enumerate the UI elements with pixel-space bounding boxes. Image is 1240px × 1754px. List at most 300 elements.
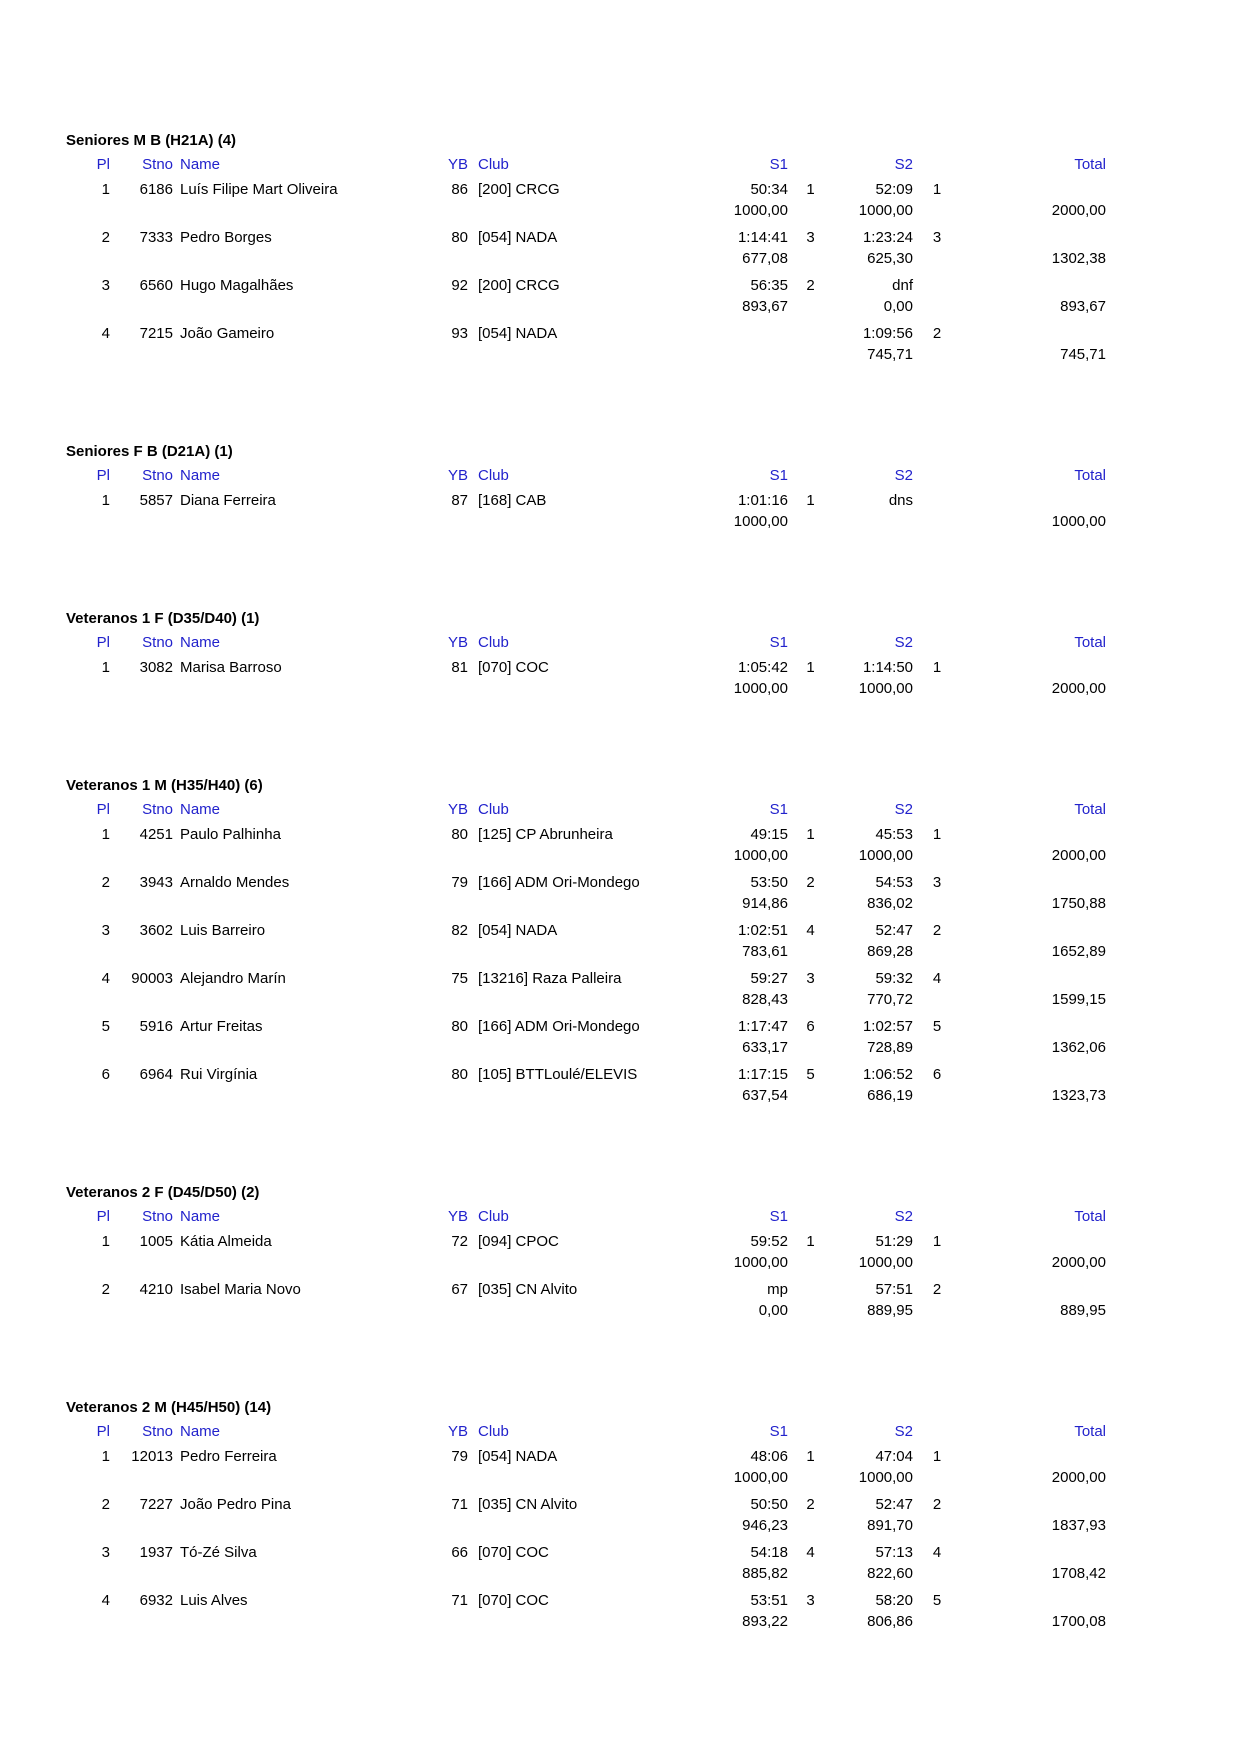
cell-s1-position: 2 [806,1496,815,1513]
row-times-line [66,872,1200,893]
cell-s1-position [788,1279,833,1300]
table-row [66,872,1200,914]
section-title: Veteranos 2 M (H45/H50) (14) [66,1399,272,1416]
column-header-yb: YB [447,1423,468,1440]
cell-club: [054] NADA [478,922,558,939]
row-points-line [66,989,1200,1010]
cell-s1-position: 1 [806,826,815,843]
cell-s2-time: 52:09 [875,181,913,198]
cell-s1-position: 3 [806,229,815,246]
section-title: Seniores F B (D21A) (1) [66,443,233,460]
cell-club: [094] CPOC [478,1233,559,1250]
row-times-line [66,1016,1200,1037]
section-title: Veteranos 1 M (H35/H40) (6) [66,777,263,794]
table-row [66,1446,1200,1488]
cell-s1-time: 59:27 [750,970,788,987]
table-row [66,227,1200,269]
cell-total-spacer [961,1494,1106,1515]
column-header-stno: Stno [142,467,173,484]
cell-s1-time: 56:35 [750,277,788,294]
cell-s1-time: 1:14:41 [737,229,788,246]
cell-total-points: 1652,89 [1051,943,1106,960]
row-points-line [66,1515,1200,1536]
cell-start-number: 7333 [139,229,173,246]
section-title: Seniores M B (H21A) (4) [66,132,237,149]
cell-total-spacer [961,920,1106,941]
cell-s1-time: 54:18 [750,1544,788,1561]
cell-start-number: 5857 [139,492,173,509]
table-row [66,490,1200,532]
column-header-name: Name [180,156,221,173]
cell-s1-points: 677,08 [742,250,788,267]
column-header-s1pos [788,799,833,820]
table-row [66,275,1200,317]
cell-s1-position: 2 [806,277,815,294]
cell-s2-points [833,511,913,532]
cell-s2-position: 5 [932,1592,942,1609]
cell-s1-position: 1 [806,492,815,509]
table-row [66,1231,1200,1273]
column-header-s2pos [913,465,961,486]
cell-s2-position: 1 [932,1448,942,1465]
cell-s1-time: 1:17:47 [737,1018,788,1035]
cell-start-number: 4251 [139,826,173,843]
cell-club: [070] COC [478,659,549,676]
cell-place: 4 [101,1592,110,1609]
column-header-s2: S2 [894,156,913,173]
cell-club: [166] ADM Ori-Mondego [478,1018,640,1035]
cell-name: Diana Ferreira [180,492,276,509]
cell-start-number: 90003 [131,970,173,987]
cell-start-number: 7215 [139,325,173,342]
cell-s1-points: 1000,00 [733,1469,788,1486]
column-header-total: Total [1074,634,1106,651]
row-times-line [66,1446,1200,1467]
column-header-stno: Stno [142,1208,173,1225]
cell-s1-time: 49:15 [750,826,788,843]
cell-start-number: 6932 [139,1592,173,1609]
cell-s2-time: 1:06:52 [862,1066,913,1083]
cell-total-spacer [961,824,1106,845]
cell-year-of-birth: 80 [451,826,468,843]
cell-total-spacer [961,1542,1106,1563]
column-header-s2pos [913,154,961,175]
cell-place: 1 [101,1448,110,1465]
row-times-line [66,1590,1200,1611]
column-header-s1: S1 [769,801,788,818]
cell-year-of-birth: 71 [451,1592,468,1609]
column-header-name: Name [180,634,221,651]
cell-s2-points: 1000,00 [858,847,913,864]
cell-year-of-birth: 80 [451,1018,468,1035]
cell-s1-points: 637,54 [742,1087,788,1104]
cell-year-of-birth: 81 [451,659,468,676]
column-header-club: Club [478,467,509,484]
column-header-stno: Stno [142,156,173,173]
table-row [66,1542,1200,1584]
result-section [66,441,1200,532]
row-points-line [66,296,1200,317]
cell-total-spacer [961,1064,1106,1085]
cell-total-points: 2000,00 [1051,1469,1106,1486]
cell-place: 4 [101,325,110,342]
column-header-name: Name [180,467,221,484]
cell-year-of-birth: 66 [451,1544,468,1561]
cell-total-points: 1302,38 [1051,250,1106,267]
cell-name: Kátia Almeida [180,1233,272,1250]
cell-s2-position [913,490,961,511]
cell-s1-time: 53:50 [750,874,788,891]
cell-total-spacer [961,1279,1106,1300]
cell-year-of-birth: 93 [451,325,468,342]
cell-s2-position: 5 [932,1018,942,1035]
cell-place: 1 [101,492,110,509]
column-header-s2pos [913,632,961,653]
cell-start-number: 3082 [139,659,173,676]
table-header-row [66,154,1200,175]
cell-year-of-birth: 82 [451,922,468,939]
cell-s1-time: 48:06 [750,1448,788,1465]
column-header-s2: S2 [894,1423,913,1440]
column-header-s1pos [788,154,833,175]
row-times-line [66,275,1200,296]
cell-total-spacer [961,657,1106,678]
cell-year-of-birth: 67 [451,1281,468,1298]
cell-club: [054] NADA [478,1448,558,1465]
cell-start-number: 7227 [139,1496,173,1513]
cell-s1-points: 1000,00 [733,847,788,864]
cell-s1-position: 1 [806,181,815,198]
column-header-s1: S1 [769,467,788,484]
table-rows [66,824,1200,1106]
cell-s2-time: 1:02:57 [862,1018,913,1035]
table-row [66,179,1200,221]
cell-name: Isabel Maria Novo [180,1281,301,1298]
row-points-line [66,1563,1200,1584]
row-points-line [66,941,1200,962]
cell-total-spacer [961,1590,1106,1611]
cell-place: 1 [101,659,110,676]
cell-name: Paulo Palhinha [180,826,281,843]
cell-name: Artur Freitas [180,1018,263,1035]
cell-s1-time: 59:52 [750,1233,788,1250]
cell-total-spacer [961,1231,1106,1252]
cell-s2-points: 745,71 [867,346,913,363]
cell-total-spacer [961,227,1106,248]
cell-year-of-birth: 87 [451,492,468,509]
row-times-line [66,179,1200,200]
table-header-row [66,1421,1200,1442]
cell-s2-points: 0,00 [883,298,913,315]
cell-place: 3 [101,277,110,294]
cell-name: João Gameiro [180,325,275,342]
cell-s1-points: 828,43 [742,991,788,1008]
column-header-s2: S2 [894,467,913,484]
cell-name: Hugo Magalhães [180,277,294,294]
cell-start-number: 3943 [139,874,173,891]
table-rows [66,490,1200,532]
row-points-line [66,248,1200,269]
row-points-line [66,1252,1200,1273]
cell-club: [035] CN Alvito [478,1281,578,1298]
column-header-stno: Stno [142,801,173,818]
cell-s2-position: 2 [932,1281,942,1298]
column-header-s1: S1 [769,1208,788,1225]
column-header-pl: Pl [96,467,110,484]
cell-s2-points: 891,70 [867,1517,913,1534]
cell-s1-points: 1000,00 [733,1254,788,1271]
table-rows [66,1231,1200,1321]
cell-place: 3 [101,1544,110,1561]
cell-s2-time: 52:47 [875,922,913,939]
cell-name: Alejandro Marín [180,970,286,987]
cell-s1-time: mp [767,1281,788,1298]
cell-s2-position: 4 [932,970,942,987]
cell-s2-time: 59:32 [875,970,913,987]
row-times-line [66,920,1200,941]
result-section [66,1397,1200,1632]
row-times-line [66,1231,1200,1252]
section-title: Veteranos 1 F (D35/D40) (1) [66,610,260,627]
cell-s1-points: 893,22 [742,1613,788,1630]
cell-s2-time: dns [888,492,913,509]
cell-start-number: 12013 [131,1448,173,1465]
cell-name: Arnaldo Mendes [180,874,290,891]
cell-start-number: 6186 [139,181,173,198]
column-header-stno: Stno [142,1423,173,1440]
cell-s2-points: 1000,00 [858,680,913,697]
cell-year-of-birth: 72 [451,1233,468,1250]
table-row [66,1279,1200,1321]
cell-club: [035] CN Alvito [478,1496,578,1513]
cell-place: 5 [101,1018,110,1035]
cell-total-points: 1000,00 [1051,513,1106,530]
row-points-line [66,1085,1200,1106]
column-header-s1: S1 [769,156,788,173]
cell-s2-points: 1000,00 [858,1469,913,1486]
column-header-club: Club [478,801,509,818]
row-times-line [66,968,1200,989]
cell-s1-points: 1000,00 [733,680,788,697]
cell-total-spacer [961,872,1106,893]
cell-total-points: 889,95 [1060,1302,1106,1319]
table-row [66,1064,1200,1106]
table-row [66,920,1200,962]
cell-total-points: 1708,42 [1051,1565,1106,1582]
cell-s1-position: 4 [806,922,815,939]
cell-s1-time: 1:17:15 [737,1066,788,1083]
table-row [66,1016,1200,1058]
cell-s2-position [913,275,961,296]
column-header-total: Total [1074,467,1106,484]
column-header-s1: S1 [769,634,788,651]
column-header-club: Club [478,1208,509,1225]
cell-s2-position: 1 [932,826,942,843]
cell-s1-position: 4 [806,1544,815,1561]
cell-place: 2 [101,229,110,246]
cell-s1-points: 893,67 [742,298,788,315]
column-header-yb: YB [447,156,468,173]
result-section [66,130,1200,365]
cell-s2-points: 686,19 [867,1087,913,1104]
column-header-pl: Pl [96,634,110,651]
column-header-club: Club [478,634,509,651]
cell-s2-time: 51:29 [875,1233,913,1250]
cell-s2-position: 2 [932,922,942,939]
column-header-s1pos [788,1206,833,1227]
cell-s2-position: 6 [932,1066,942,1083]
table-row [66,1590,1200,1632]
cell-s2-time: 1:23:24 [862,229,913,246]
cell-name: Pedro Borges [180,229,272,246]
column-header-total: Total [1074,801,1106,818]
cell-s1-points: 633,17 [742,1039,788,1056]
row-points-line [66,1037,1200,1058]
cell-s2-position: 1 [932,181,942,198]
column-header-s1pos [788,632,833,653]
row-points-line [66,845,1200,866]
cell-club: [168] CAB [478,492,547,509]
cell-start-number: 4210 [139,1281,173,1298]
cell-total-spacer [961,968,1106,989]
column-header-pl: Pl [96,1423,110,1440]
cell-club: [166] ADM Ori-Mondego [478,874,640,891]
cell-s1-points: 914,86 [742,895,788,912]
table-header-row [66,1206,1200,1227]
cell-start-number: 3602 [139,922,173,939]
cell-s2-points: 1000,00 [858,202,913,219]
column-header-pl: Pl [96,156,110,173]
row-times-line [66,1279,1200,1300]
cell-s2-time: 45:53 [875,826,913,843]
cell-year-of-birth: 92 [451,277,468,294]
column-header-s2: S2 [894,1208,913,1225]
cell-s2-points: 836,02 [867,895,913,912]
column-header-pl: Pl [96,801,110,818]
cell-s1-time: 50:50 [750,1496,788,1513]
column-header-stno: Stno [142,634,173,651]
cell-total-points: 745,71 [1060,346,1106,363]
table-header-row [66,799,1200,820]
cell-s2-time: 47:04 [875,1448,913,1465]
cell-total-points: 2000,00 [1051,680,1106,697]
cell-year-of-birth: 79 [451,874,468,891]
cell-year-of-birth: 79 [451,1448,468,1465]
column-header-s1: S1 [769,1423,788,1440]
cell-place: 1 [101,1233,110,1250]
table-rows [66,179,1200,365]
row-times-line [66,1542,1200,1563]
cell-place: 4 [101,970,110,987]
column-header-s2pos [913,799,961,820]
cell-total-spacer [961,179,1106,200]
table-row [66,657,1200,699]
cell-start-number: 6560 [139,277,173,294]
cell-s1-position: 3 [806,1592,815,1609]
cell-s1-time: 1:01:16 [737,492,788,509]
cell-total-points: 2000,00 [1051,1254,1106,1271]
cell-s1-position: 6 [806,1018,815,1035]
row-times-line [66,1494,1200,1515]
cell-name: Tó-Zé Silva [180,1544,257,1561]
cell-total-spacer [961,323,1106,344]
column-header-yb: YB [447,467,468,484]
result-section [66,775,1200,1106]
cell-total-points: 2000,00 [1051,202,1106,219]
cell-s1-points: 946,23 [742,1517,788,1534]
cell-s1-points: 0,00 [758,1302,788,1319]
table-rows [66,657,1200,699]
cell-total-points: 1599,15 [1051,991,1106,1008]
cell-s1-position: 3 [806,970,815,987]
column-header-pl: Pl [96,1208,110,1225]
cell-s2-points: 869,28 [867,943,913,960]
table-header-row [66,632,1200,653]
column-header-yb: YB [447,801,468,818]
cell-total-spacer [961,1016,1106,1037]
row-points-line [66,678,1200,699]
section-title: Veteranos 2 F (D45/D50) (2) [66,1184,260,1201]
cell-name: Rui Virgínia [180,1066,258,1083]
row-times-line [66,657,1200,678]
table-row [66,1494,1200,1536]
cell-total-points: 893,67 [1060,298,1106,315]
cell-club: [054] NADA [478,325,558,342]
cell-year-of-birth: 71 [451,1496,468,1513]
cell-s2-points: 625,30 [867,250,913,267]
row-points-line [66,344,1200,365]
cell-s1-position: 1 [806,659,815,676]
cell-s2-position: 1 [932,1233,942,1250]
cell-s2-points: 1000,00 [858,1254,913,1271]
column-header-s2pos [913,1421,961,1442]
cell-place: 3 [101,922,110,939]
cell-club: [070] COC [478,1592,549,1609]
cell-club: [125] CP Abrunheira [478,826,613,843]
cell-name: Luis Barreiro [180,922,266,939]
cell-place: 2 [101,1281,110,1298]
results-sections-container [66,130,1200,1632]
cell-s1-position: 2 [806,874,815,891]
row-times-line [66,1064,1200,1085]
cell-start-number: 6964 [139,1066,173,1083]
cell-name: Pedro Ferreira [180,1448,277,1465]
column-header-name: Name [180,1208,221,1225]
cell-s2-position: 3 [932,874,942,891]
cell-s1-time: 1:02:51 [737,922,788,939]
column-header-club: Club [478,1423,509,1440]
cell-place: 6 [101,1066,110,1083]
cell-total-spacer [961,490,1106,511]
cell-s1-time: 50:34 [750,181,788,198]
cell-name: Luis Alves [180,1592,248,1609]
cell-s2-time: 52:47 [875,1496,913,1513]
cell-total-points: 1323,73 [1051,1087,1106,1104]
cell-total-spacer [961,275,1106,296]
table-row [66,323,1200,365]
cell-place: 2 [101,874,110,891]
row-points-line [66,511,1200,532]
cell-s2-time: 58:20 [875,1592,913,1609]
column-header-yb: YB [447,634,468,651]
cell-start-number: 1937 [139,1544,173,1561]
cell-s2-points: 728,89 [867,1039,913,1056]
cell-name: João Pedro Pina [180,1496,291,1513]
table-header-row [66,465,1200,486]
cell-year-of-birth: 86 [451,181,468,198]
column-header-s2: S2 [894,801,913,818]
cell-total-points: 1700,08 [1051,1613,1106,1630]
